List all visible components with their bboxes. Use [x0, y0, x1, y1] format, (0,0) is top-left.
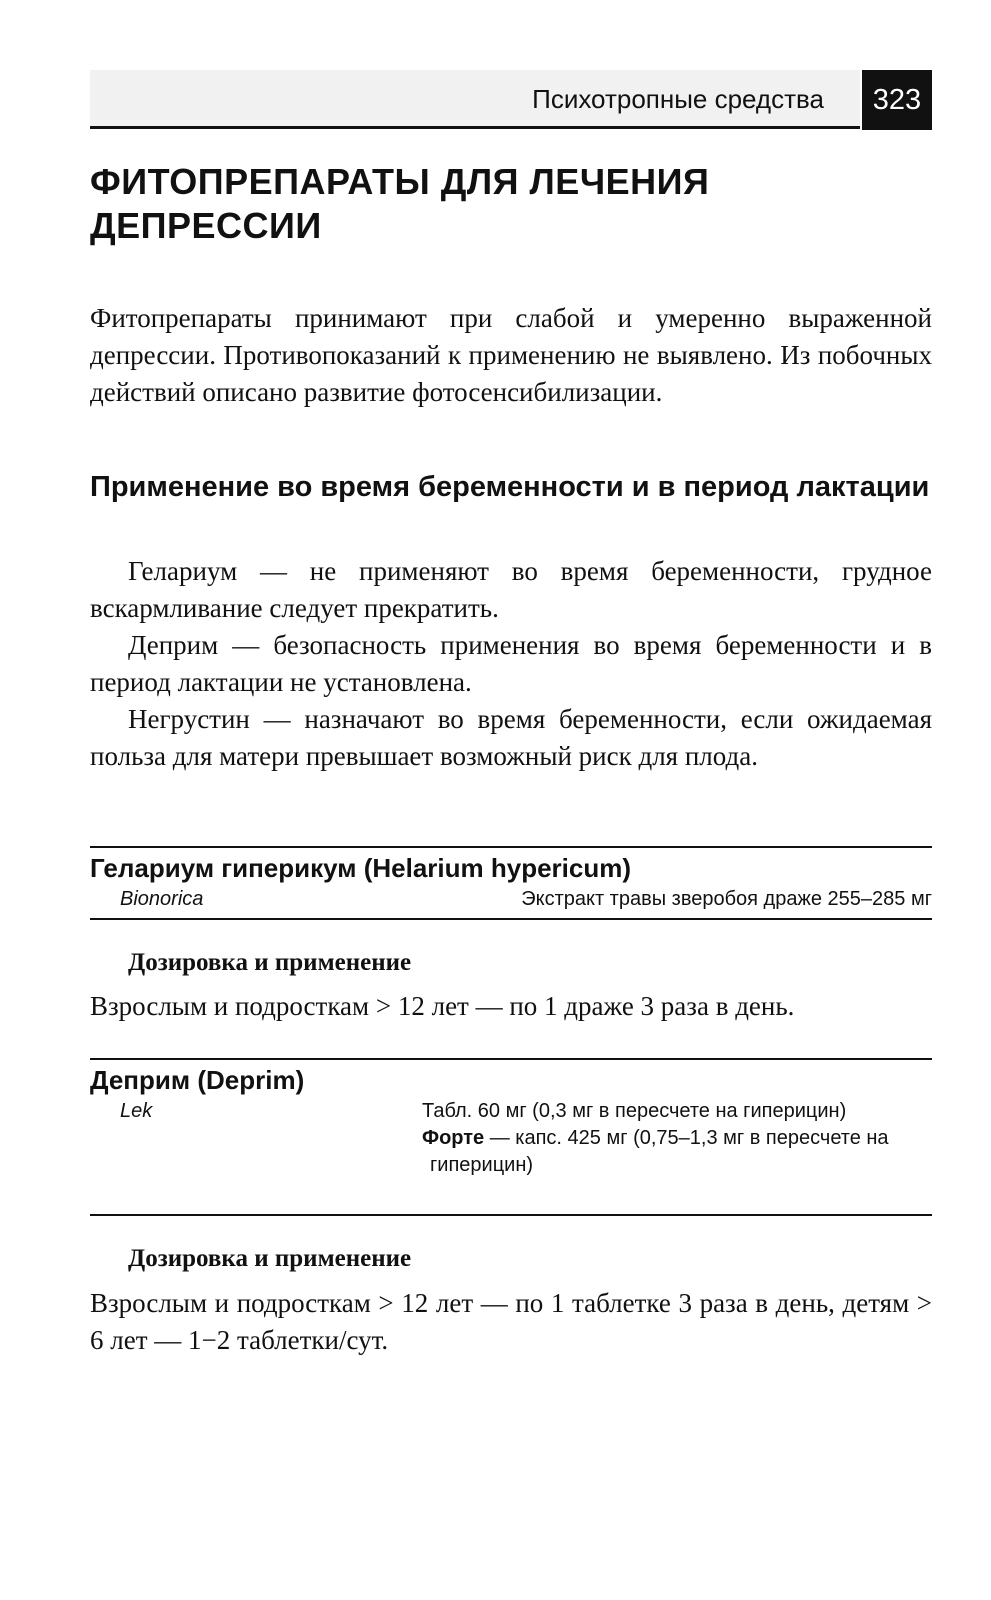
dosage-form — [422, 1125, 932, 1179]
manufacturer-helarium: Bionorica — [120, 888, 204, 910]
drug-name-helarium: Гелариум гиперикум (Helarium hypericum) — [90, 853, 632, 883]
dosage-form-text: Табл. 60 мг (0,3 мг в пересчете на гиперицин) — [422, 1100, 847, 1122]
drug-bottom-rule — [90, 1214, 932, 1216]
dosage-heading-deprim: Дозировка и применение — [128, 1245, 412, 1272]
dosage-forms-deprim — [422, 1098, 932, 1179]
drug-name-deprim: Деприм (Deprim) — [90, 1065, 305, 1095]
dosage-form: Экстракт травы зверобоя драже 255–285 мг — [521, 888, 932, 910]
drug-top-rule — [90, 846, 932, 848]
pregnancy-note-negrustin: Негрустин — назначают во время беременности, если ожидаемая польза для матери превышает возможный риск для плода. — [90, 704, 932, 771]
header-rule — [90, 126, 860, 129]
intro-paragraph: Фитопрепараты принимают при слабой и умеренно выраженной депрессии. Противопоказаний к применению не выявлено. Из побочных действий описано развитие фотосенсибилизации. — [90, 303, 932, 407]
pregnancy-notes — [90, 553, 932, 775]
dosage-form-text: — капс. 425 мг (0,75–1,3 мг в пересчете на гиперицин) — [430, 1127, 889, 1176]
dosage-text-deprim: Взрослым и подросткам > 12 лет — по 1 таблетке 3 раза в день, детям > 6 лет — 1−2 таблетки/сут. — [90, 1288, 932, 1355]
drug-bottom-rule — [90, 918, 932, 920]
pregnancy-note-helarium: Гелариум — не применяют во время беременности, грудное вскармливание следует прекратить. — [90, 556, 932, 623]
pregnancy-section-heading: Применение во время беременности и в период лактации — [90, 471, 930, 503]
running-header-title: Психотропные средства — [532, 84, 824, 114]
drug-top-rule — [90, 1058, 932, 1060]
manufacturer-deprim: Lek — [120, 1100, 153, 1122]
pregnancy-note-deprim: Деприм — безопасность применения во время беременности и в период лактации не установлена. — [90, 630, 932, 697]
dosage-heading-helarium: Дозировка и применение — [128, 949, 412, 976]
running-header — [90, 70, 932, 132]
page-number: 323 — [862, 70, 932, 130]
book-page — [90, 0, 932, 1600]
chapter-title: ФИТОПРЕПАРАТЫ ДЛЯ ЛЕЧЕНИЯ ДЕПРЕССИИ — [90, 161, 710, 246]
dosage-forms-helarium — [422, 886, 932, 913]
dosage-form — [422, 1098, 932, 1125]
dosage-text-helarium: Взрослым и подросткам > 12 лет — по 1 драже 3 раза в день. — [90, 991, 795, 1021]
dosage-form-label: Форте — [422, 1127, 485, 1149]
